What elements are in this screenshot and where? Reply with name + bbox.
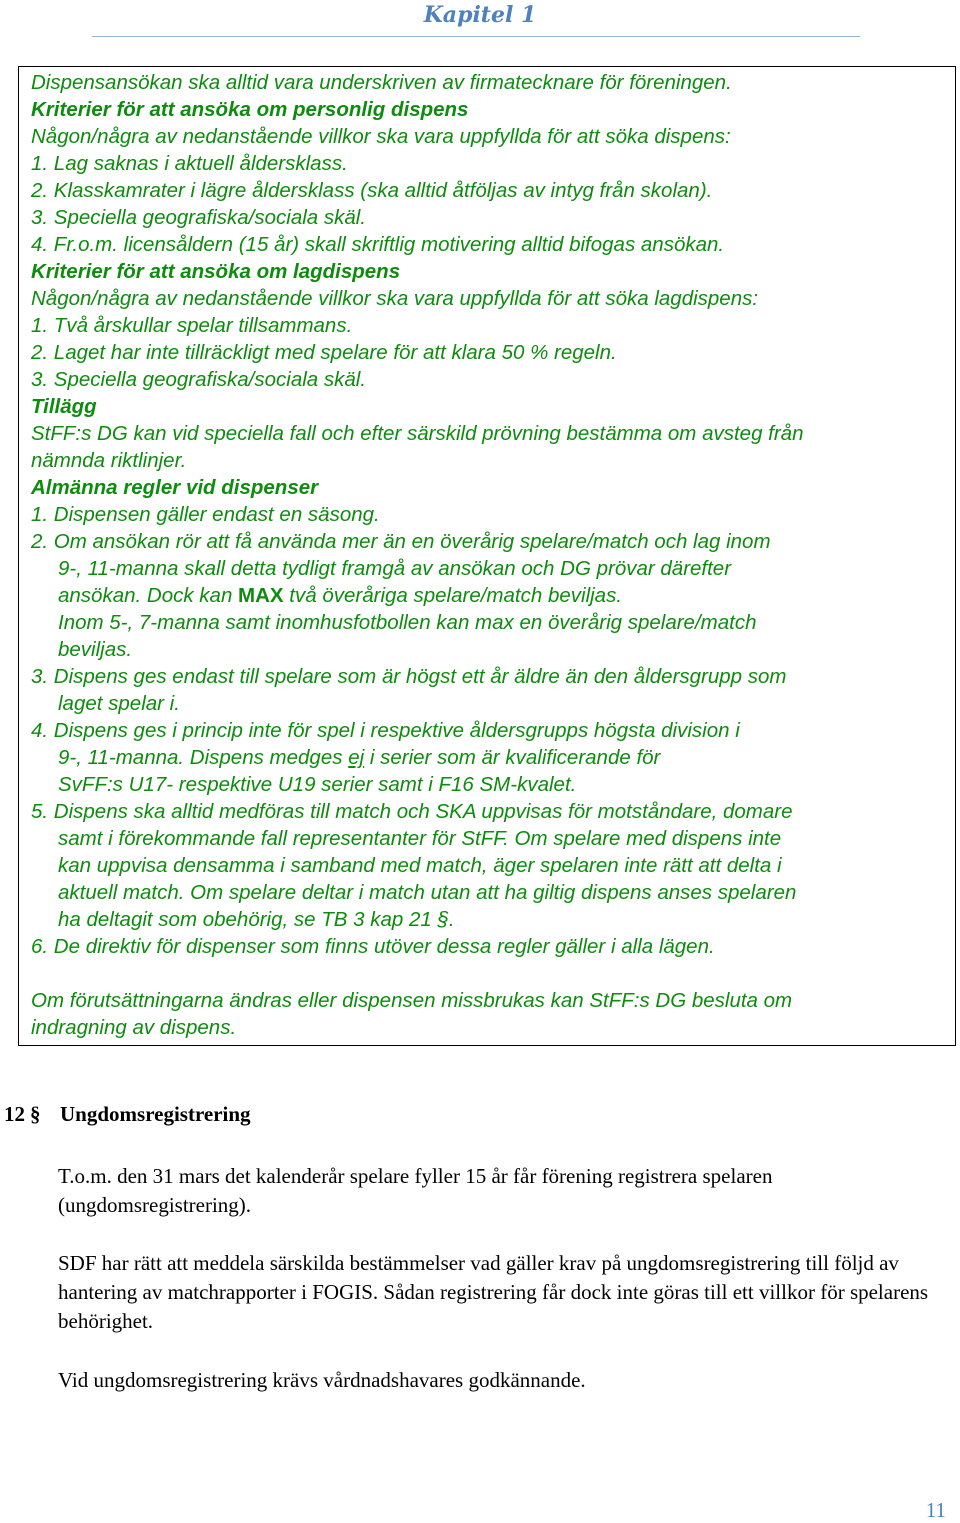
addition-text-line-1: StFF:s DG kan vid speciella fall och efter särskild prövning bestämma om avsteg från	[31, 422, 804, 445]
rule-2-line-1: 2. Om ansökan rör att få använda mer än en överårig spelare/match och lag inom	[31, 530, 771, 553]
rule-5-line-4: aktuell match. Om spelare deltar i match utan att ha giltig dispens anses spelaren	[58, 881, 797, 904]
paragraph-text: Vid ungdomsregistrering krävs vårdnadshavares godkännande.	[58, 1368, 586, 1392]
spacer	[31, 960, 945, 987]
ej-underline: ej	[348, 746, 365, 769]
section-paragraph-2	[58, 1249, 948, 1336]
paragraph-text: SDF har rätt att meddela särskilda bestämmelser vad gäller krav på ungdomsregistrering till följd av hantering av matchrapporter i FOGIS. Sådan registrering får dock inte göras till ett villkor för spelarens behörighet.	[58, 1251, 929, 1333]
header-rule	[92, 36, 860, 37]
rule-5-line-3: kan uppvisa densamma i samband med match, äger spelaren inte rätt att delta i	[58, 854, 782, 877]
rule-5-line-1: 5. Dispens ska alltid medföras till match och SKA uppvisas för motståndare, domare	[31, 800, 793, 823]
section-paragraph-3	[58, 1366, 948, 1395]
rule-5-line-2: samt i förekommande fall representanter för StFF. Om spelare med dispens inte	[58, 827, 782, 850]
section-paragraph-1	[58, 1162, 948, 1220]
page-number: 11	[925, 1498, 946, 1522]
team-item-1: 1. Två årskullar spelar tillsammans.	[31, 314, 353, 337]
rule-4-line-2	[31, 744, 945, 771]
rule-5-line-5: ha deltagit som obehörig, se TB 3 kap 21 §.	[58, 908, 455, 931]
rule-2-line-5: beviljas.	[58, 638, 133, 661]
personal-item-1: 1. Lag saknas i aktuell åldersklass.	[31, 152, 348, 175]
rule-4-text-pre: 9-, 11-manna. Dispens medges	[58, 746, 349, 769]
chapter-header: Kapitel 1	[423, 2, 537, 28]
closing-line-2: indragning av dispens.	[31, 1016, 237, 1039]
rule-4-line-1: 4. Dispens ges i princip inte för spel i respektive åldersgrupps högsta division i	[31, 719, 740, 742]
intro-text: Dispensansökan ska alltid vara underskriven av firmatecknare för föreningen.	[31, 71, 732, 94]
team-dispens-lead: Någon/några av nedanstående villkor ska vara uppfyllda för att söka lagdispens:	[31, 287, 759, 310]
rule-4-line-3: SvFF:s U17- respektive U19 serier samt i F16 SM-kvalet.	[58, 773, 577, 796]
addition-text-line-2: nämnda riktlinjer.	[31, 449, 187, 472]
rule-3-line-2: laget spelar i.	[58, 692, 180, 715]
team-item-3: 3. Speciella geografiska/sociala skäl.	[31, 368, 367, 391]
section-number: 12	[4, 1102, 25, 1126]
max-emphasis: MAX	[238, 584, 284, 607]
section-heading	[4, 1102, 251, 1127]
closing-line-1: Om förutsättningarna ändras eller dispensen missbrukas kan StFF:s DG besluta om	[31, 989, 793, 1012]
personal-item-2: 2. Klasskamrater i lägre åldersklass (ska alltid åtföljas av intyg från skolan).	[31, 179, 713, 202]
dispens-rules-box	[18, 66, 956, 1046]
rule-2-text-post: två överåriga spelare/match beviljas.	[283, 584, 623, 607]
general-rules-heading: Almänna regler vid dispenser	[31, 476, 319, 499]
rule-3-line-1: 3. Dispens ges endast till spelare som är högst ett år äldre än den åldersgrupp som	[31, 665, 787, 688]
team-dispens-heading: Kriterier för att ansöka om lagdispens	[31, 260, 401, 283]
rule-2-line-2: 9-, 11-manna skall detta tydligt framgå av ansökan och DG prövar därefter	[58, 557, 732, 580]
personal-item-4: 4. Fr.o.m. licensåldern (15 år) skall skriftlig motivering alltid bifogas ansökan.	[31, 233, 725, 256]
rule-1: 1. Dispensen gäller endast en säsong.	[31, 503, 380, 526]
rule-2-line-4: Inom 5-, 7-manna samt inomhusfotbollen kan max en överårig spelare/match	[58, 611, 757, 634]
rule-4-text-post: i serier som är kvalificerande för	[364, 746, 661, 769]
team-item-2: 2. Laget har inte tillräckligt med spelare för att klara 50 % regeln.	[31, 341, 617, 364]
rule-2-line-3	[31, 582, 945, 609]
paragraph-symbol: §	[30, 1102, 41, 1126]
section-title: Ungdomsregistrering	[60, 1102, 251, 1126]
paragraph-text: T.o.m. den 31 mars det kalenderår spelare fyller 15 år får förening registrera spelaren (ungdomsregistrering).	[58, 1164, 773, 1217]
personal-dispens-heading: Kriterier för att ansöka om personlig dispens	[31, 98, 469, 121]
personal-item-3: 3. Speciella geografiska/sociala skäl.	[31, 206, 367, 229]
rule-6: 6. De direktiv för dispenser som finns utöver dessa regler gäller i alla lägen.	[31, 935, 715, 958]
rule-2-text-pre: ansökan. Dock kan	[58, 584, 239, 607]
personal-dispens-lead: Någon/några av nedanstående villkor ska vara uppfyllda för att söka dispens:	[31, 125, 731, 148]
addition-heading: Tillägg	[31, 395, 97, 418]
